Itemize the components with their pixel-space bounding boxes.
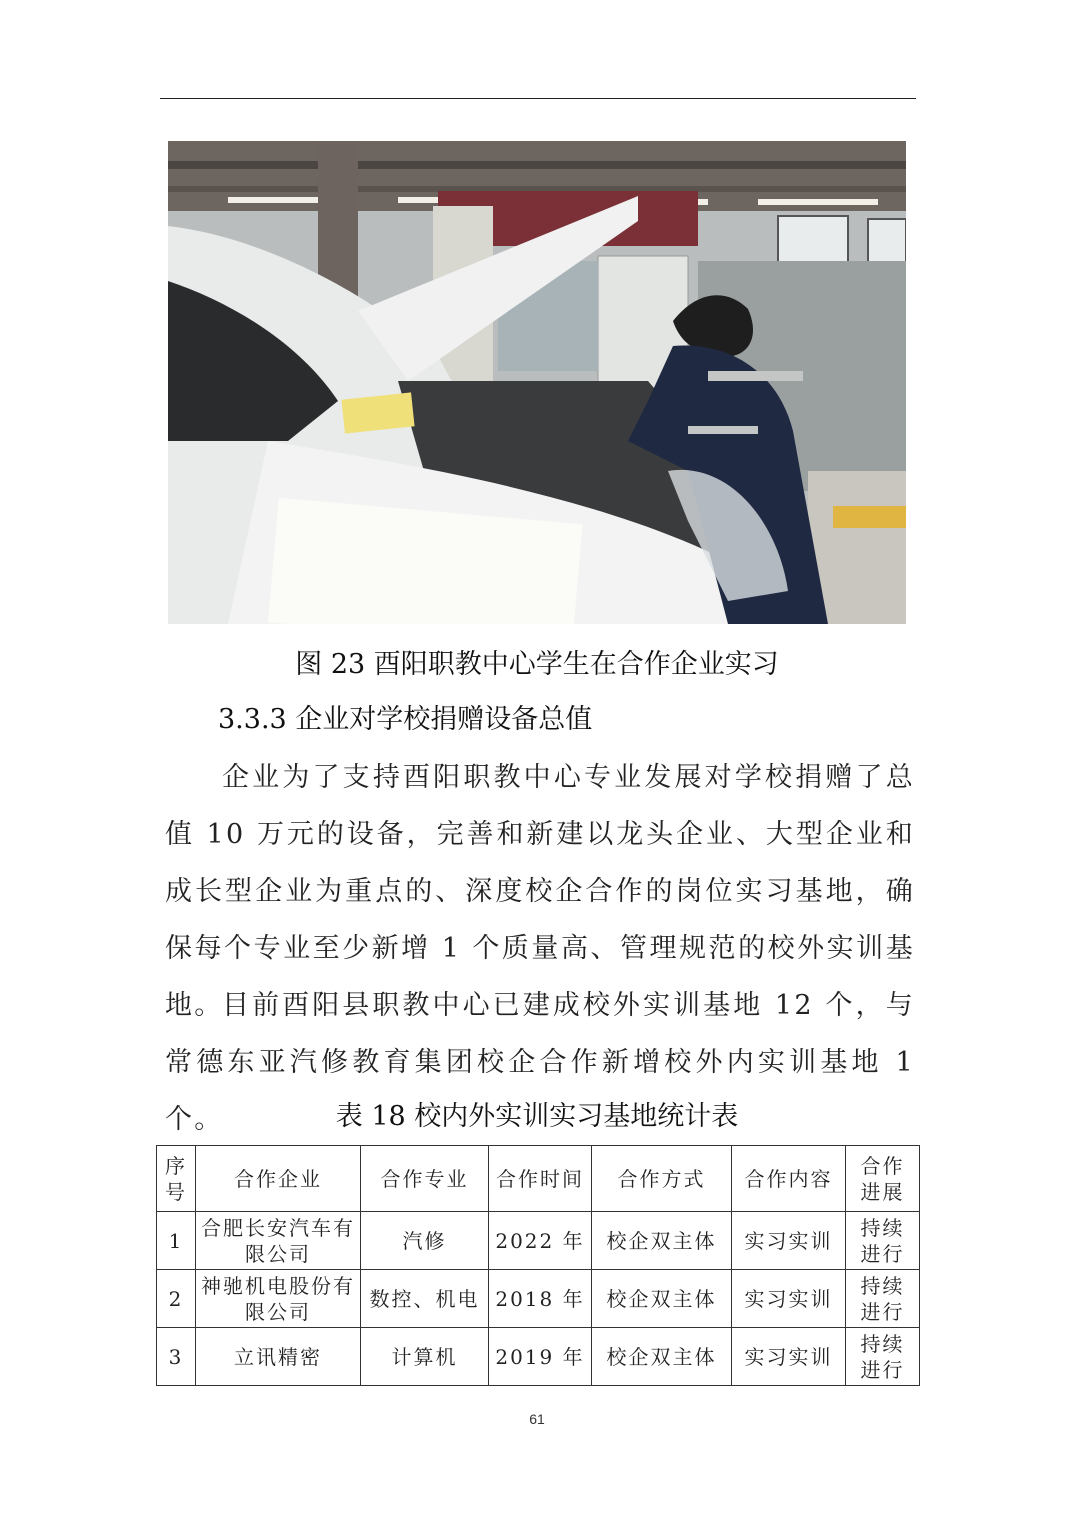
- cell-major: 数控、机电: [361, 1270, 489, 1328]
- cell-time: 2018 年: [489, 1270, 592, 1328]
- table-header-row: [157, 1146, 920, 1212]
- cell-index: 1: [157, 1212, 196, 1270]
- body-paragraph: 企业为了支持酉阳职教中心专业发展对学校捐赠了总值 10 万元的设备，完善和新建以龙头企业、大型企业和成长型企业为重点的、深度校企合作的岗位实习基地，确保每个专业至少新增 1 个质量高、管理规范的校外实训基地。: [165, 762, 915, 1021]
- cell-time: 2022 年: [489, 1212, 592, 1270]
- table-row: [157, 1270, 920, 1328]
- header-cell-mode: 合作方式: [592, 1146, 732, 1212]
- training-base-table: [156, 1145, 920, 1386]
- cell-mode: 校企双主体: [592, 1212, 732, 1270]
- table-row: [157, 1328, 920, 1386]
- figure-caption: 图 23 酉阳职教中心学生在合作企业实习: [295, 649, 779, 680]
- cell-progress: 持续进行: [846, 1270, 920, 1328]
- header-cell-progress: 合作进展: [846, 1146, 920, 1212]
- cell-major: 计算机: [361, 1328, 489, 1386]
- table-row: [157, 1212, 920, 1270]
- header-cell-content: 合作内容: [732, 1146, 846, 1212]
- cell-company: 神驰机电股份有限公司: [196, 1270, 361, 1328]
- header-cell-index: 序号: [157, 1146, 196, 1212]
- cell-major: 汽修: [361, 1212, 489, 1270]
- header-rule: [160, 98, 916, 99]
- header-cell-major: 合作专业: [361, 1146, 489, 1212]
- section-heading: 3.3.3 企业对学校捐赠设备总值: [218, 704, 593, 735]
- cell-index: 3: [157, 1328, 196, 1386]
- cell-mode: 校企双主体: [592, 1328, 732, 1386]
- cell-index: 2: [157, 1270, 196, 1328]
- header-cell-time: 合作时间: [489, 1146, 592, 1212]
- cell-company: 合肥长安汽车有限公司: [196, 1212, 361, 1270]
- cell-company: 立讯精密: [196, 1328, 361, 1386]
- header-cell-company: 合作企业: [196, 1146, 361, 1212]
- cell-content: 实习实训: [732, 1212, 846, 1270]
- cell-progress: 持续进行: [846, 1328, 920, 1386]
- page-number: 61: [529, 1411, 545, 1427]
- cell-content: 实习实训: [732, 1270, 846, 1328]
- table-title: 表 18 校内外实训实习基地统计表: [335, 1101, 739, 1132]
- cell-content: 实习实训: [732, 1328, 846, 1386]
- cell-time: 2019 年: [489, 1328, 592, 1386]
- cell-mode: 校企双主体: [592, 1270, 732, 1328]
- body-paragraph: 目前酉阳县职教中心已建成校外实训基地 12 个，与常德东亚汽修教育集团校企合作新增校外内实训基地 1 个。: [165, 990, 915, 1135]
- figure-photo: [168, 141, 906, 624]
- cell-progress: 持续进行: [846, 1212, 920, 1270]
